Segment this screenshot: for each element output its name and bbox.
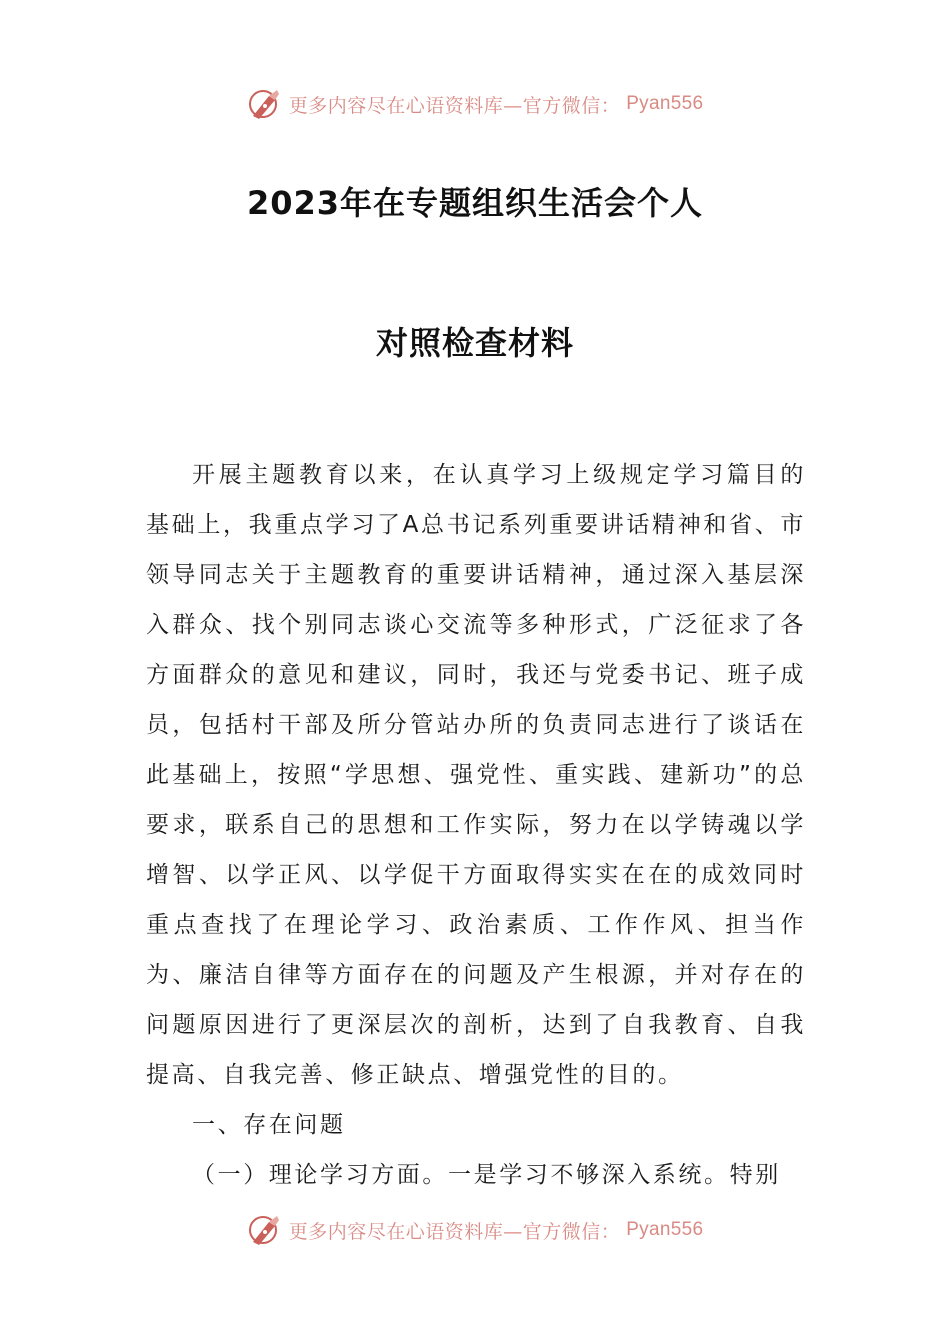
watermark-wechat-id: Pyan556 <box>626 1219 704 1240</box>
document-title-line-1: 2023年在专题组织生活会个人 <box>246 184 704 222</box>
footer-watermark <box>0 1210 950 1250</box>
watermark-text: 更多内容尽在心语资料库—官方微信： <box>288 94 621 117</box>
watermark-text: 更多内容尽在心语资料库—官方微信： <box>288 1220 621 1243</box>
section-heading: 一、存在问题 <box>192 1112 346 1138</box>
pen-nib-logo-icon <box>247 86 283 122</box>
header-watermark <box>0 84 950 124</box>
intro-paragraph: 开展主题教育以来，在认真学习上级规定学习篇目的基础上，我重点学习了A总书记系列重要讲话精神和省、市领导同志关于主题教育的重要讲话精神，通过深入基层深入群众、找个别同志谈心交流等多种形式，广泛征求了各方面群众的意见和建议，同时，我还与党委书记、班子成员，包括村干部及所分管站办所的负责同志进行了谈话在此基础上，按照“学思想、强党性、重实践、建新功”的总要求，联系自己的思想和工作实际，努力在以学铸魂以学增智、以学正风、以学促干方面取得实实在在的成效同时重点查找了在理论学习、政治素质、工作作风、担当作为、廉洁自律等方面存在的问题及产生根源，并对存在的问题原因进行了更深层次的剖析，达到了自我教育、自我提高、自我完善、修正缺点、增强党性的目的。 <box>146 462 806 1088</box>
document-body <box>146 450 806 1200</box>
pen-nib-logo-icon <box>247 1212 283 1248</box>
document-title-line-2: 对照检查材料 <box>375 324 574 362</box>
subsection-paragraph: （一）理论学习方面。一是学习不够深入系统。特别 <box>192 1162 781 1188</box>
watermark-wechat-id: Pyan556 <box>626 93 704 114</box>
